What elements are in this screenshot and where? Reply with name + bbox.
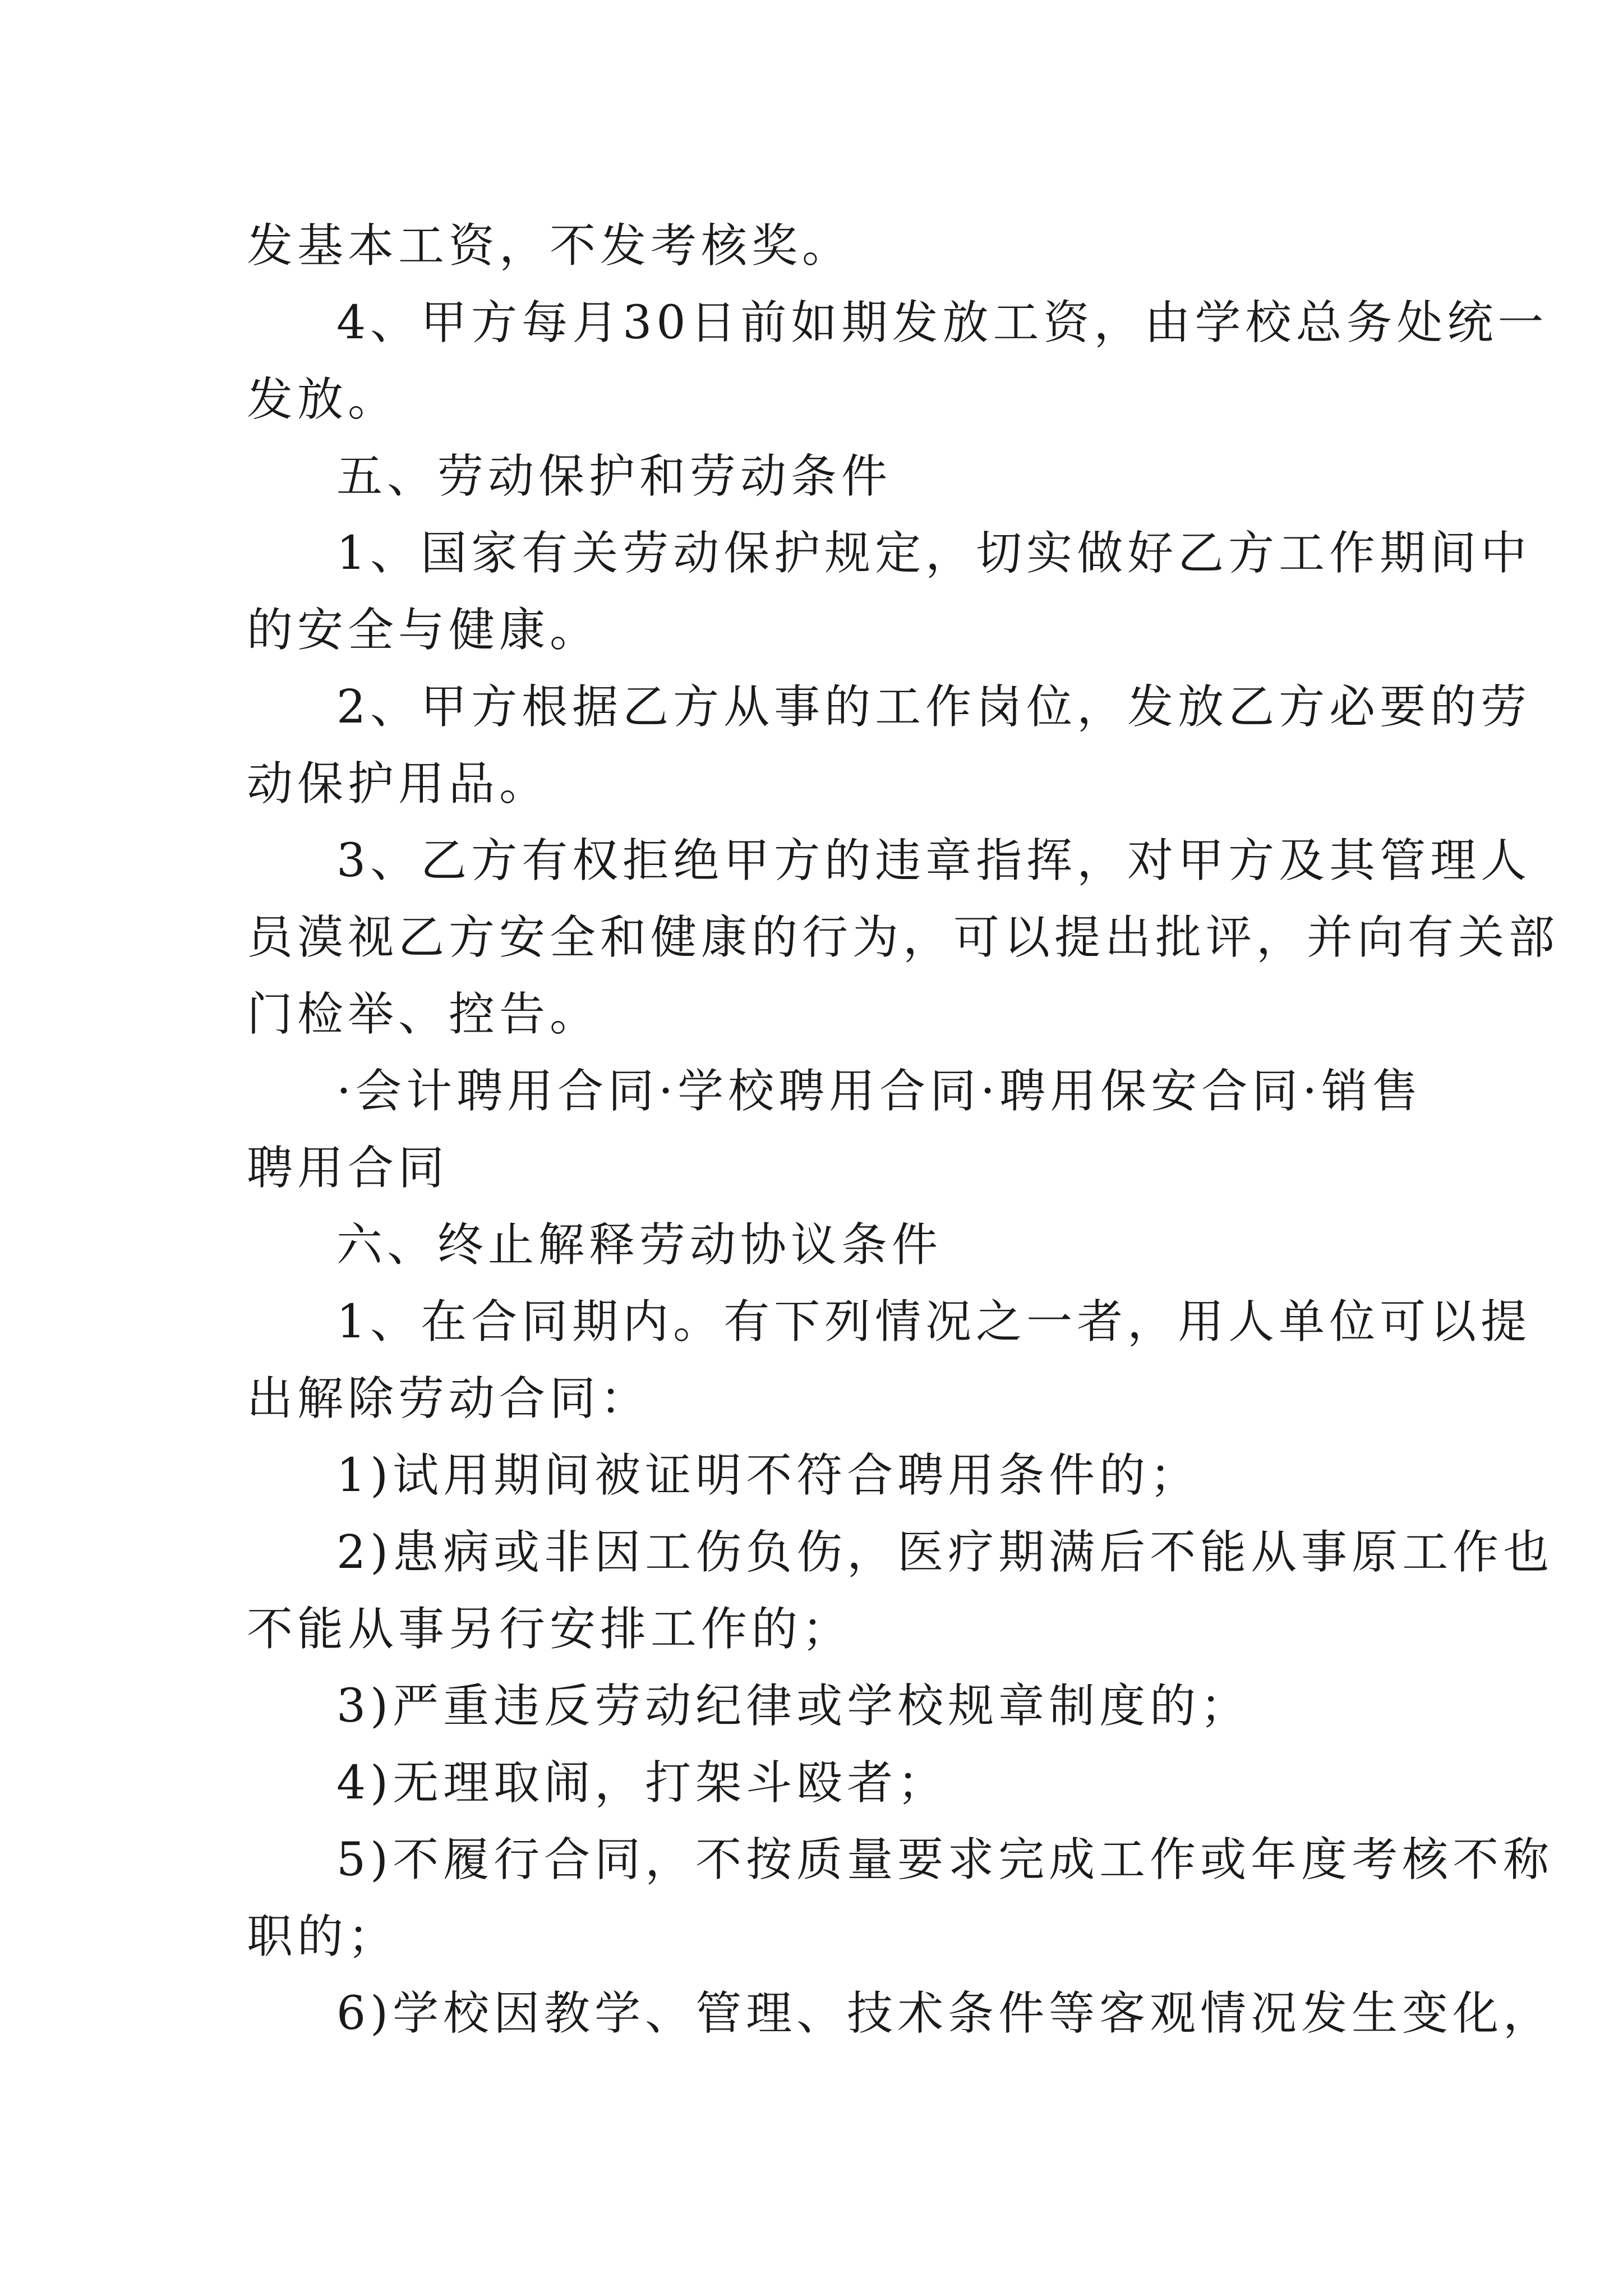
- text-line: 的安全与健康。: [247, 604, 601, 657]
- list-item: 5)不履行合同，不按质量要求完成工作或年度考核不称: [336, 1833, 1554, 1887]
- text-line: 发基本工资，不发考核奖。: [247, 219, 853, 273]
- section-heading: 五、劳动保护和劳动条件: [336, 450, 892, 503]
- list-item: 1)试用期间被证明不符合聘用条件的；: [336, 1449, 1201, 1502]
- text-line: 3、乙方有权拒绝甲方的违章指挥，对甲方及其管理人: [336, 834, 1532, 887]
- list-item: 2)患病或非因工伤负伤，医疗期满后不能从事原工作也: [336, 1526, 1554, 1579]
- related-links-line: ·会计聘用合同·学校聘用合同·聘用保安合同·销售: [336, 1065, 1423, 1118]
- text-line: 员漠视乙方安全和健康的行为，可以提出批评，并向有关部: [247, 911, 1560, 964]
- related-links-line: 聘用合同: [247, 1142, 449, 1195]
- list-item: 3)严重违反劳动纪律或学校规章制度的；: [336, 1680, 1251, 1733]
- text-line: 不能从事另行安排工作的；: [247, 1603, 853, 1656]
- text-line: 门检举、控告。: [247, 988, 601, 1041]
- section-heading: 六、终止解释劳动协议条件: [336, 1218, 943, 1272]
- text-line: 1、国家有关劳动保护规定，切实做好乙方工作期间中: [336, 527, 1532, 580]
- document-body: [247, 208, 1560, 2052]
- text-line: 出解除劳动合同：: [247, 1372, 651, 1425]
- text-line: 动保护用品。: [247, 757, 550, 811]
- text-line: 发放。: [247, 373, 399, 426]
- text-line: 4、甲方每月30日前如期发放工资，由学校总务处统一: [336, 296, 1548, 349]
- text-line: 职的；: [247, 1910, 399, 1963]
- list-item: 4)无理取闹，打架斗殴者；: [336, 1756, 948, 1810]
- text-line: 2、甲方根据乙方从事的工作岗位，发放乙方必要的劳: [336, 680, 1532, 734]
- text-line: 1、在合同期内。有下列情况之一者，用人单位可以提: [336, 1295, 1532, 1349]
- list-item: 6)学校因教学、管理、技术条件等客观情况发生变化，: [336, 1987, 1554, 2040]
